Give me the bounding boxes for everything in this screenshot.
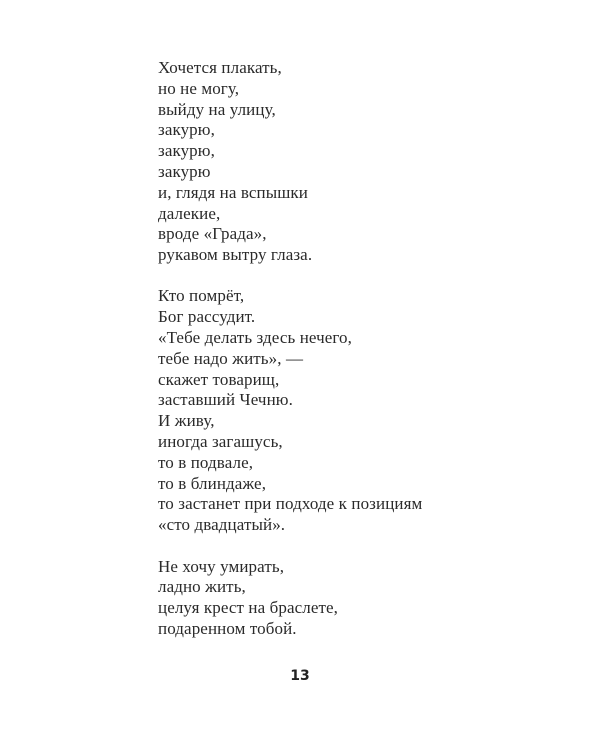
stanza-2 [158, 286, 578, 536]
poem-line: ладно жить, [158, 577, 246, 597]
poem-line: далекие, [158, 203, 221, 223]
poem-line: Не хочу умирать, [158, 556, 285, 576]
poem-line: Кто помрёт, [158, 286, 245, 306]
poem-line: И живу, [158, 411, 215, 431]
stanza-3 [158, 557, 578, 640]
poem-line: тебе надо жить», — [158, 348, 304, 368]
poem-text [158, 58, 578, 640]
poem-line: Хочется плакать, [158, 58, 282, 77]
poem-line: «сто двадцатый». [158, 515, 286, 535]
poem-line: и, глядя на вспышки [158, 182, 308, 202]
poem-line: закурю, [158, 141, 215, 161]
poem-line: подаренном тобой. [158, 618, 297, 638]
poem-line: «Тебе делать здесь нечего, [158, 328, 353, 348]
poem-line: иногда загашусь, [158, 432, 283, 452]
poem-line: рукавом вытру глаза. [158, 245, 313, 265]
poem-line: то в блиндаже, [158, 473, 267, 493]
poem-line: заставший Чечню. [158, 390, 293, 410]
poem-line: то застанет при подходе к позициям [158, 494, 423, 514]
poem-line: то в подвале, [158, 452, 254, 472]
poem-line: Бог рассудит. [158, 307, 256, 327]
poem-line: скажет товарищ, [158, 369, 280, 389]
poem-line: целуя крест на браслете, [158, 598, 339, 618]
page-number: 13 [290, 668, 310, 684]
poem-line: закурю, [158, 120, 215, 140]
poem-line: но не могу, [158, 78, 240, 98]
poem-line: закурю [158, 161, 211, 181]
poem-line: выйду на улицу, [158, 99, 276, 119]
stanza-1 [158, 58, 578, 266]
poem-line: вроде «Града», [158, 224, 267, 244]
